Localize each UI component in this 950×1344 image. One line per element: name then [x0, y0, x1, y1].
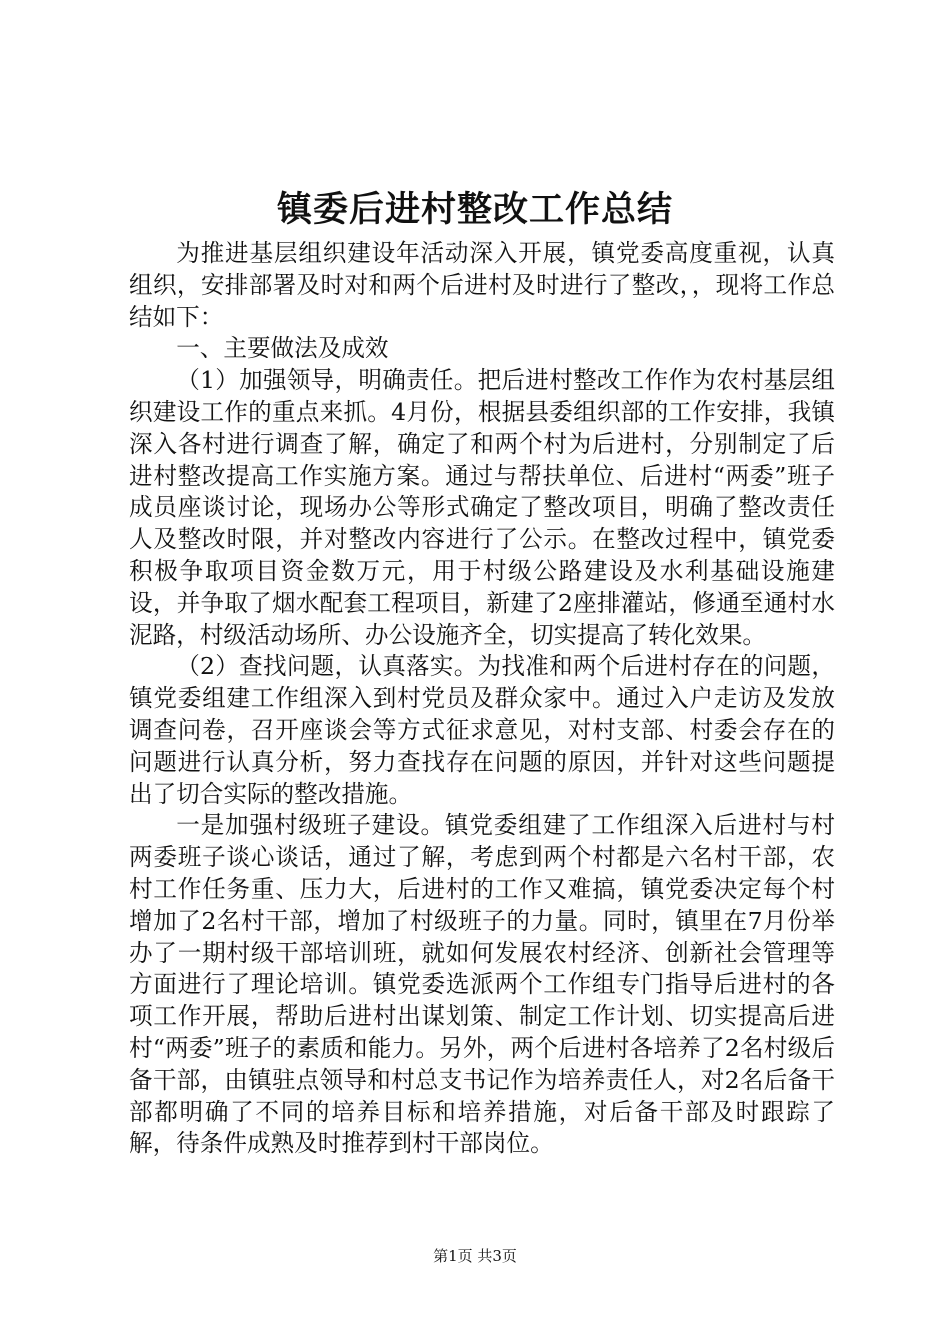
- section-heading: 一、主要做法及成效: [176, 334, 389, 363]
- document-title: 镇委后进村整改工作总结: [276, 189, 673, 230]
- page-number: 第1页 共3页: [433, 1247, 517, 1265]
- paragraph-leadership: （1）加强领导，明确责任。把后进村整改工作作为农村基层组织建设工作的重点来抓。4月份，根据县委组织部的工作安排，我镇深入各村进行调查了解，确定了和两个村为后进村，分别制定了后进村整改提高工作实施方案。通过与帮扶单位、后进村“两委”班子成员座谈讨论，现场办公等形式确定了整改项目，明确了整改责任人及整改时限，并对整改内容进行了公示。在整改过程中，镇党委积极争取项目资金数万元，用于村级公路建设及水利基础设施建设，并争取了烟水配套工程项目，新建了2座排灌站，修通至通村水泥路，村级活动场所、办公设施齐全，切实提高了转化效果。: [129, 366, 835, 649]
- paragraph-intro: 为推进基层组织建设年活动深入开展，镇党委高度重视，认真组织，安排部署及时对和两个后进村及时进行了整改，，现将工作总结如下：: [129, 239, 835, 331]
- paragraph-team-building: 一是加强村级班子建设。镇党委组建了工作组深入后进村与村两委班子谈心谈话，通过了解，考虑到两个村都是六名村干部，农村工作任务重、压力大，后进村的工作又难搞，镇党委决定每个村增加了2名村干部，增加了村级班子的力量。同时，镇里在7月份举办了一期村级干部培训班，就如何发展农村经济、创新社会管理等方面进行了理论培训。镇党委选派两个工作组专门指导后进村的各项工作开展，帮助后进村出谋划策、制定工作计划、切实提高后进村“两委”班子的素质和能力。另外，两个后进村各培养了2名村级后备干部，由镇驻点领导和村总支书记作为培养责任人，对2名后备干部都明确了不同的培养目标和培养措施，对后备干部及时跟踪了解，待条件成熟及时推荐到村干部岗位。: [129, 811, 835, 1158]
- document-body: [129, 238, 835, 1160]
- paragraph-problems: （2）查找问题，认真落实。为找准和两个后进村存在的问题，镇党委组建工作组深入到村党员及群众家中。通过入户走访及发放调查问卷，召开座谈会等方式征求意见，对村支部、村委会存在的问题进行认真分析，努力查找存在问题的原因，并针对这些问题提出了切合实际的整改措施。: [129, 652, 835, 808]
